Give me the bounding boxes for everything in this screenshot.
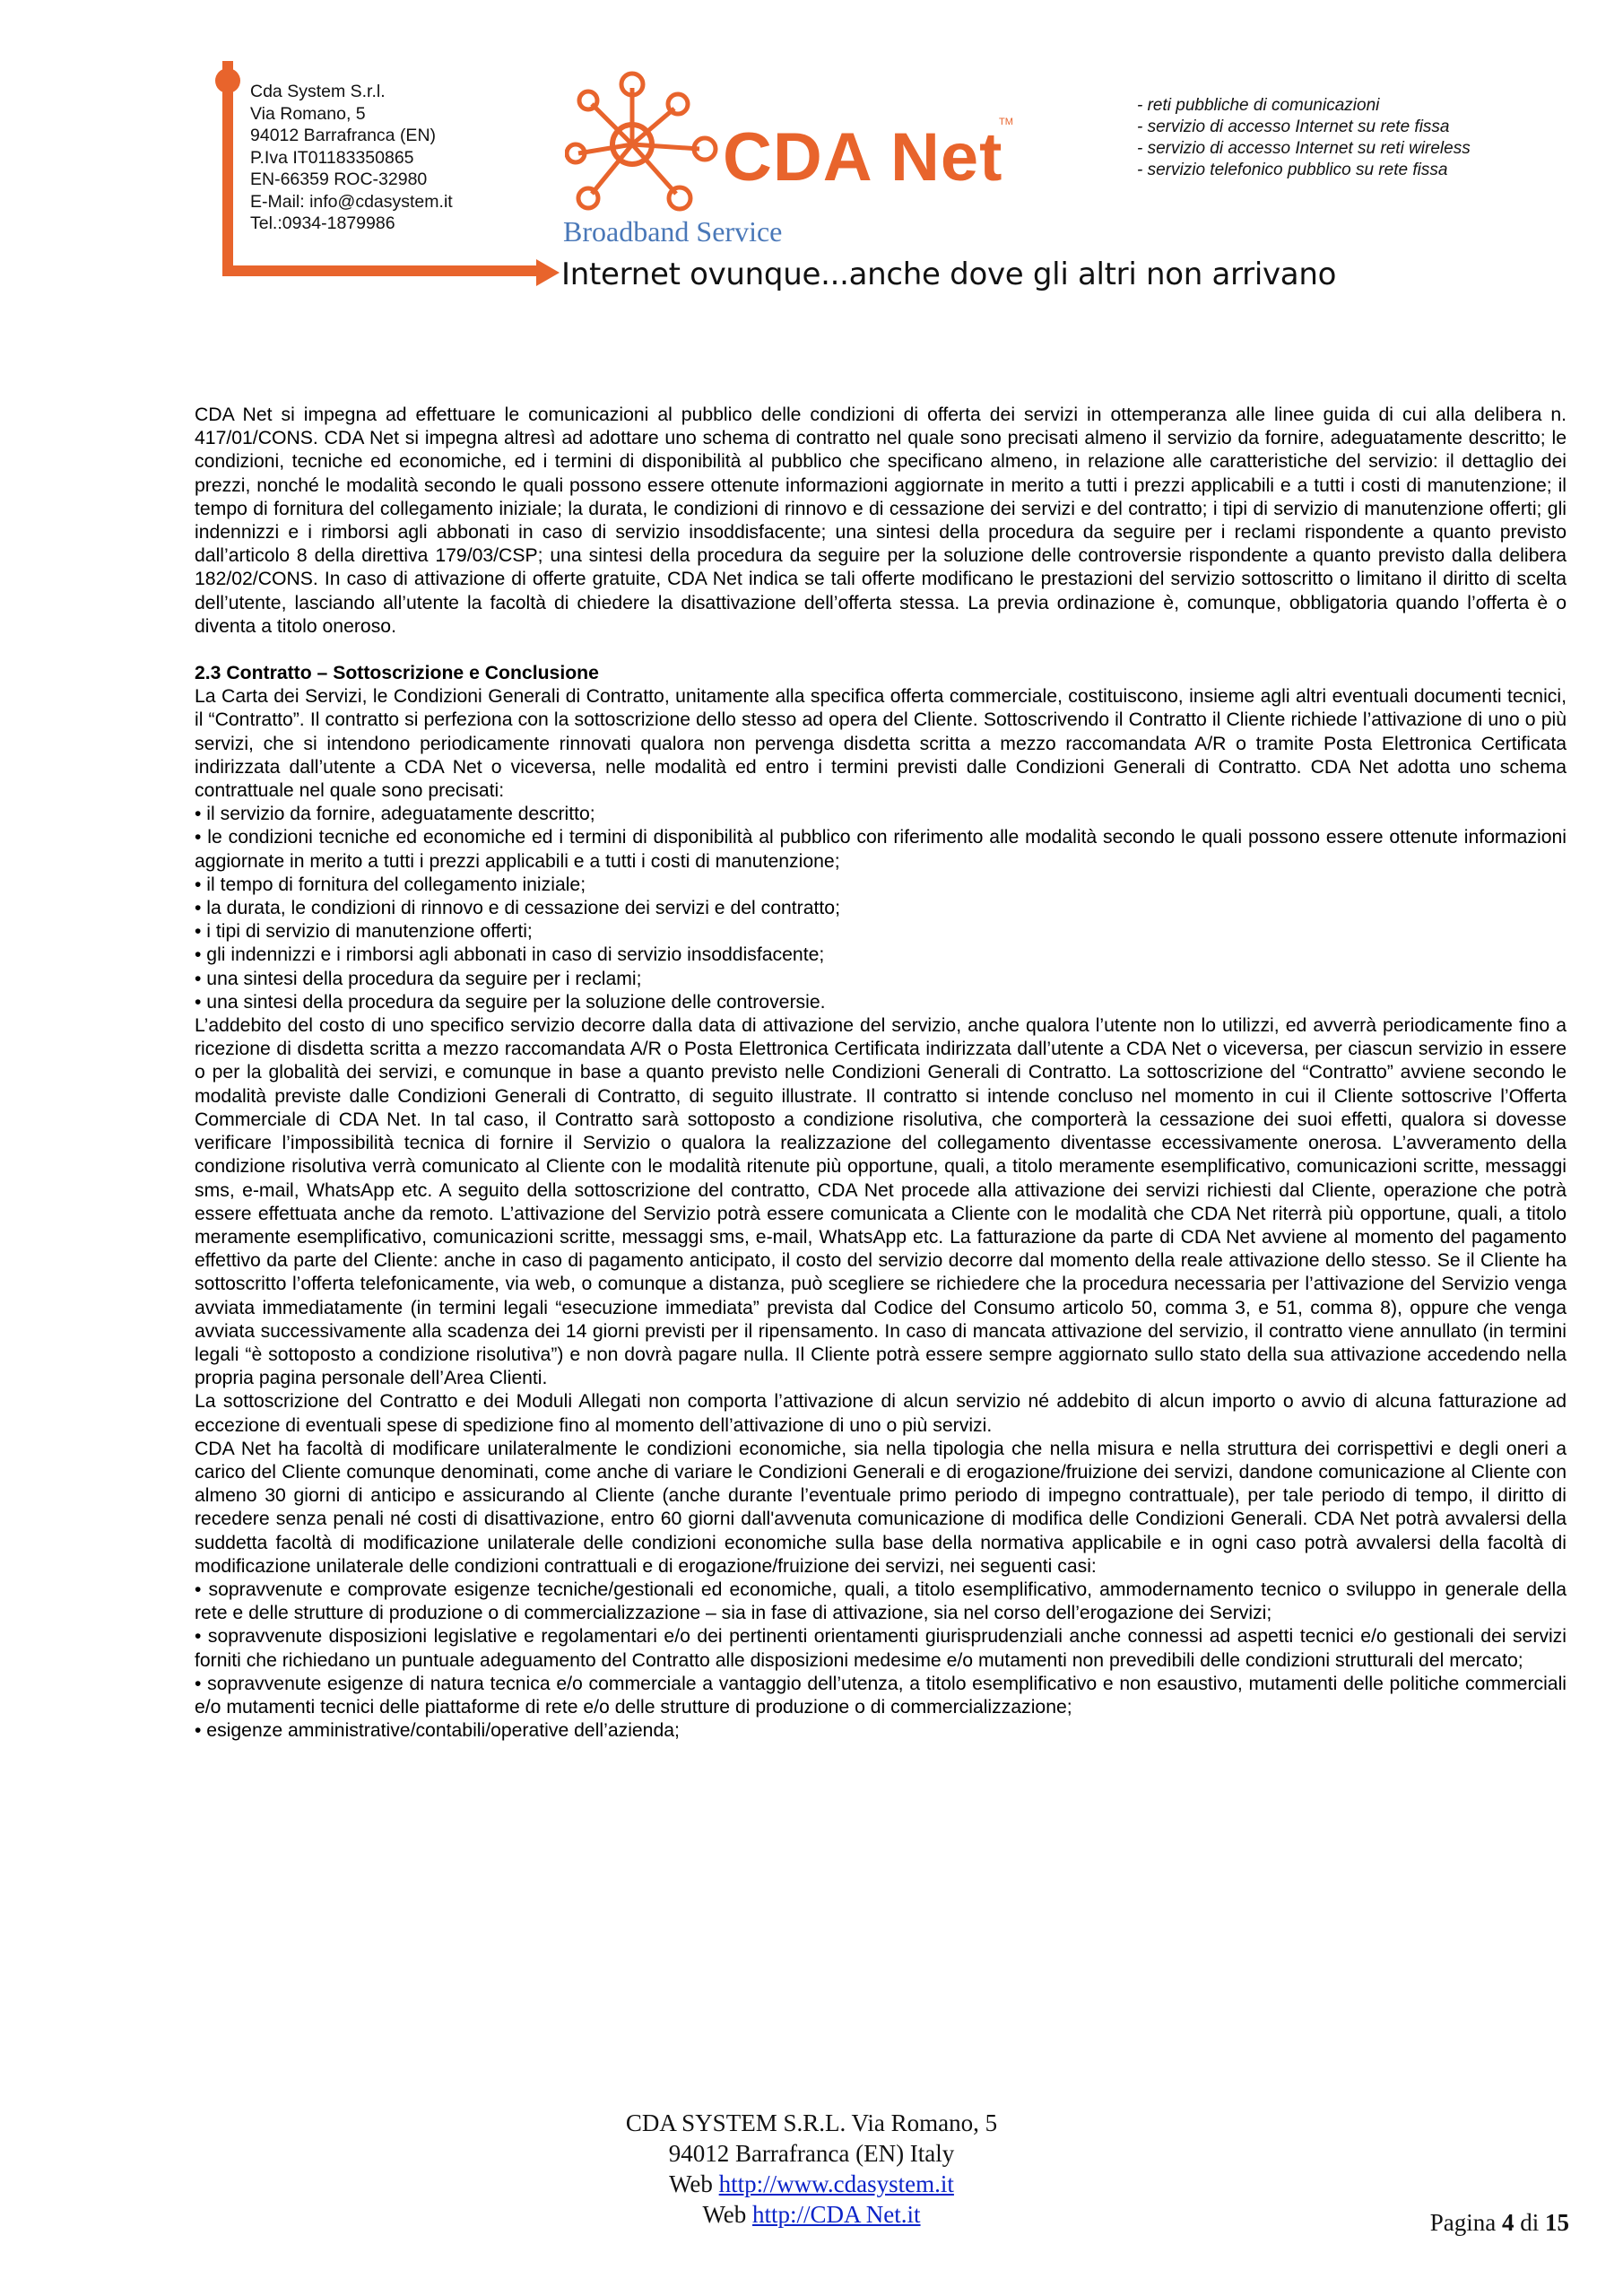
page-label: Pagina <box>1429 2209 1497 2236</box>
footer-web-row <box>0 2199 1623 2230</box>
bullet-item: • i tipi di servizio di manutenzione offerti; <box>195 921 533 943</box>
document-body <box>195 404 1567 1743</box>
bullet-item: • sopravvenute disposizioni legislative e regolamentari e/o dei pertinenti orientamenti giurisprudenziali anche connessi ad aspetti tecnici e/o gestionali dei servizi forniti che richiedano un puntuale adeguamento del Contratto alle disposizioni medesime e/o mutamenti non prevedibili delle condizioni strutturali del mercato; <box>195 1626 1567 1671</box>
bullet-item: • il tempo di fornitura del collegamento iniziale; <box>195 874 586 895</box>
service-item: - servizio telefonico pubblico su rete fissa <box>1137 161 1448 179</box>
body-paragraph: La Carta dei Servizi, le Condizioni Generali di Contratto, unitamente alla specifica offerta commerciale, costituiscono, insieme agli altri eventuali documenti tecnici, il “Contratto”. Il contratto si perfeziona con la sottoscrizione dello stesso ad opera del Cliente. Sottoscrivendo il Contratto il Cliente richiede l’attivazione di uno o più servizi, che si intendono periodicamente rinnovati qualora non pervenga disdetta scritta a mezzo raccomandata A/R o tramite Posta Elettronica Certificata indirizzata dall’utente a CDA Net o viceversa, nelle modalità ed entro i termini previsti dalle Condizioni Generali di Contratto. CDA Net adotta uno schema contrattuale nel quale sono precisati: <box>195 686 1567 802</box>
page-total: 15 <box>1545 2209 1569 2236</box>
website-link[interactable]: http://CDA Net.it <box>752 2201 921 2228</box>
bullet-item: • sopravvenute e comprovate esigenze tecniche/gestionali ed economiche, quali, a titolo esemplificativo, ammodernamento tecnico o sviluppo in generale della rete e delle strutture di produzione o di commercializzazione – sia in fase di attivazione, sia nel corso dell’erogazione dei Servizi; <box>195 1578 1567 1624</box>
page-current: 4 <box>1501 2209 1515 2236</box>
page-of: di <box>1520 2209 1540 2236</box>
company-line: 94012 Barrafranca (EN) <box>250 126 437 145</box>
service-item: - servizio di accesso Internet su reti wireless <box>1137 139 1471 158</box>
slogan: Internet ovunque...anche dove gli altri non arrivano <box>561 257 1337 292</box>
footer-address-line: CDA SYSTEM S.R.L. Via Romano, 5 <box>625 2109 998 2136</box>
bullet-item: • esigenze amministrative/contabili/operative dell’azienda; <box>195 1720 680 1742</box>
page-number <box>1430 2209 1569 2237</box>
service-item: - servizio di accesso Internet su rete fissa <box>1137 117 1450 136</box>
company-line: E-Mail: info@cdasystem.it <box>250 191 453 212</box>
trademark-mark: TM <box>999 117 1013 127</box>
bullet-item: • il servizio da fornire, adeguatamente descritto; <box>195 804 595 825</box>
bullet-item: • le condizioni tecniche ed economiche ed i termini di disponibilità al pubblico con riferimento alle modalità secondo le quali possono essere ottenute informazioni aggiornate in merito a tutti i prezzi applicabili e a tutti i costi di manutenzione; <box>195 827 1567 872</box>
bullet-item: • sopravvenute esigenze di natura tecnica e/o commerciale a vantaggio dell’utenza, a titolo esemplificativo e non esaustivo, mutamenti delle politiche commerciali e/o mutamenti tecnici delle piattaforme di rete e/o delle strutture di produzione o di commercializzazione; <box>195 1673 1567 1718</box>
company-line: Via Romano, 5 <box>250 103 366 124</box>
bullet-item: • la durata, le condizioni di rinnovo e di cessazione dei servizi e del contratto; <box>195 898 840 919</box>
website-link[interactable]: http://www.cdasystem.it <box>718 2170 954 2197</box>
intro-paragraph: CDA Net si impegna ad effettuare le comunicazioni al pubblico delle condizioni di offerta dei servizi in ottemperanza alle linee guida di cui alla delibera n. 417/01/CONS. CDA Net si impegna altresì ad adottare uno schema di contratto nel quale sono precisati almeno il servizio da fornire, adeguatamente descritto; le condizioni, tecniche ed economiche, ed i termini di disponibilità al pubblico che specificano almeno, in relazione alle caratteristiche del servizio: il dettaglio dei prezzi, nonché le modalità secondo le quali possono essere ottenute informazioni aggiornate in merito a tutti i prezzi applicabili e a tutti i costi di manutenzione; il tempo di fornitura del collegamento iniziale; la durata, le condizioni di rinnovo e di cessazione dei servizi e del contratto; i tipi di servizio di manutenzione offerti; gli indennizzi e i rimborsi agli abbonati in caso di servizio insoddisfacente; una sintesi della procedura da seguire per i reclami rispondente a quanto previsto dall’articolo 8 della direttiva 179/03/CSP; una sintesi della procedura da seguire per la soluzione delle controversie rispondente a quanto previsto dalla delibera 182/02/CONS. In caso di attivazione di offerte gratuite, CDA Net indica se tali offerte modificano le prestazioni del servizio sottoscritto o limitano il diritto di scelta dell’utente, lasciando all’utente la facoltà di chiedere la disattivazione dell’offerta stessa. La previa ordinazione è, comunque, obbligatoria quando l’offerta è o diventa a titolo oneroso. <box>195 404 1567 637</box>
subbrand: Broadband Service <box>563 215 783 248</box>
company-line: P.Iva IT01183350865 <box>250 147 414 168</box>
bullet-item: • gli indennizzi e i rimborsi agli abbonati in caso di servizio insoddisfacente; <box>195 944 825 966</box>
body-paragraph: La sottoscrizione del Contratto e dei Moduli Allegati non comporta l’attivazione di alcun servizio né addebito di alcun importo o avvio di alcuna fatturazione ad eccezione di eventuali spese di spedizione fino al momento dell’attivazione di uno o più servizi. <box>195 1391 1567 1436</box>
arrow-right-icon <box>536 259 560 286</box>
services-list <box>1137 95 1471 181</box>
web-label: Web <box>669 2170 713 2197</box>
network-nodes-icon <box>565 68 726 221</box>
bullet-item: • una sintesi della procedura da seguire per i reclami; <box>195 968 642 989</box>
section-title: 2.3 Contratto – Sottoscrizione e Conclusione <box>195 663 599 684</box>
orange-dot-icon <box>215 68 240 93</box>
company-address-block <box>250 81 453 235</box>
service-item: - reti pubbliche di comunicazioni <box>1137 96 1380 115</box>
footer-web-row <box>0 2169 1623 2199</box>
web-label: Web <box>702 2201 747 2228</box>
company-line: Cda System S.r.l. <box>250 82 386 101</box>
body-paragraph: L’addebito del costo di uno specifico servizio decorre dalla data di attivazione del servizio, anche qualora l’utente non lo utilizzi, ed avverrà periodicamente fino a ricezione di disdetta scritta a mezzo raccomandata A/R o Posta Elettronica Certificata indirizzata dall’utente a CDA Net o viceversa, per ciascun servizio in essere o per la globalità dei servizi, e comunque in base a quanto previsto nelle Condizioni Generali di Contratto. La sottoscrizione del “Contratto” avviene secondo le modalità previste dalle Condizioni Generali di Contratto, di seguito illustrate. Il contratto si intende concluso nel momento in cui il Cliente sottoscrive l’Offerta Commerciale di CDA Net. In tal caso, il Contratto sarà sottoposto a condizione risolutiva, che comporterà la cessazione dei suoi effetti, qualora si dovesse verificare l’impossibilità tecnica di fornire il Servizio o qualora la realizzazione del collegamento diventasse eccessivamente onerosa. L’avveramento della condizione risolutiva verrà comunicato al Cliente con le modalità ritenute più opportune, quali, a titolo meramente esemplificativo, comunicazioni scritte, messaggi sms, e-mail, WhatsApp etc. A seguito della sottoscrizione del contratto, CDA Net procede alla attivazione dei servizi richiesti dal Cliente, operazione che potrà essere effettuata anche da remoto. L’attivazione del Servizio potrà essere comunicata a Cliente con le modalità che CDA Net riterrà più opportune, quali, a titolo meramente esemplificativo, comunicazioni scritte, messaggi sms, e-mail, WhatsApp etc. La fatturazione da parte di CDA Net avviene al momento del pagamento effettivo da parte del Cliente: anche in caso di pagamento anticipato, il costo del servizio decorre dal momento della reale attivazione dello stesso. Se il Cliente ha sottoscritto l’offerta telefonicamente, via web, o comunque a distanza, può scegliere se richiedere che la procedura necessaria per l’attivazione del Servizio venga avviata immediatamente (in termini legali “esecuzione immediata” prevista dal Codice del Consumo articolo 50, comma 3, e 51, comma 8), oppure che venga avviata successivamente alla scadenza dei 14 giorni previsti per il ripensamento. In caso di mancata attivazione del servizio, il contratto viene annullato (in termini legali “è sottoposto a condizione risolutiva”) e non dovrà pagare nulla. Il Cliente potrà essere sempre aggiornato sullo stato della sua attivazione accedendo nella propria pagina personale dell’Area Clienti. <box>195 1015 1567 1389</box>
company-line: EN-66359 ROC-32980 <box>250 170 428 189</box>
brand-name: CDA Net <box>723 119 1003 196</box>
page-footer <box>0 2108 1623 2230</box>
company-line: Tel.:0934-1879986 <box>250 213 395 233</box>
footer-city-line: 94012 Barrafranca (EN) Italy <box>668 2140 955 2167</box>
body-paragraph: CDA Net ha facoltà di modificare unilateralmente le condizioni economiche, sia nella tipologia che nella misura e nella struttura dei corrispettivi e degli oneri a carico del Cliente comunque denominati, come anche di variare le Condizioni Generali e di erogazione/fruizione dei servizi, dandone comunicazione al Cliente con almeno 30 giorni di anticipo e assicurando al Cliente (anche durante l’eventuale primo periodo di impegno contrattuale), per tale periodo di tempo, il diritto di recedere senza penali né costi di disattivazione, entro 60 giorni dall'avvenuta comunicazione di modifica delle Condizioni Generali. CDA Net potrà avvalersi della suddetta facoltà di modificazione unilaterale delle condizioni economiche sulla base della normativa applicabile e in ogni caso potrà avvalersi della facoltà di modificazione unilaterale delle condizioni contrattuali e di erogazione/fruizione dei servizi, nei seguenti casi: <box>195 1438 1567 1577</box>
bullet-item: • una sintesi della procedura da seguire per la soluzione delle controversie. <box>195 991 826 1013</box>
paragraph-spacer <box>195 639 1567 662</box>
orange-bracket-line <box>222 61 233 276</box>
